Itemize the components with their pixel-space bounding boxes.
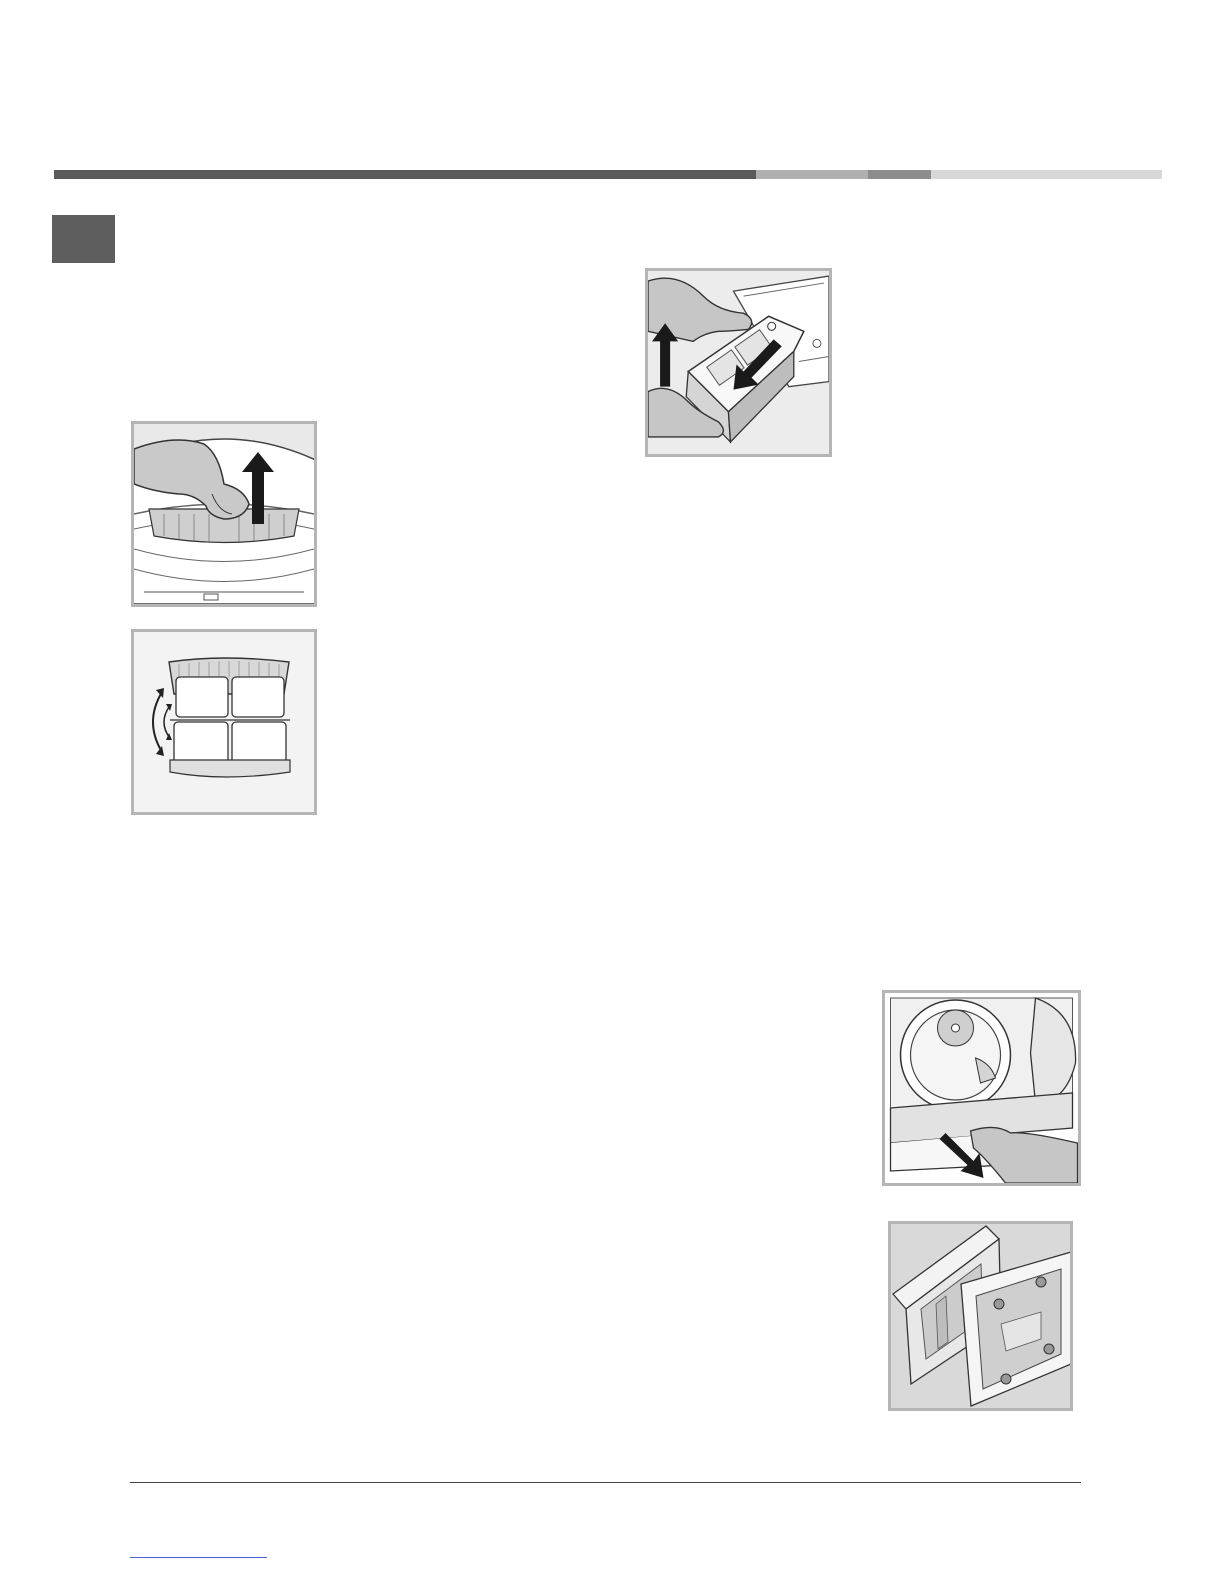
figure-remove-filter-from-drum	[131, 421, 317, 607]
footer-rule	[130, 1482, 1081, 1483]
figure-open-filter-hinges	[131, 629, 317, 815]
figure-opened-container-parts	[888, 1221, 1073, 1411]
header-bar-mid-light	[756, 170, 868, 179]
header-bar-dark	[54, 170, 756, 179]
figure-remove-container-from-top	[645, 268, 832, 457]
container-parts-icon	[891, 1224, 1070, 1408]
language-tab	[52, 215, 115, 263]
figure-pull-container-from-base	[882, 990, 1081, 1186]
filter-open-arrows-icon	[134, 632, 314, 812]
hand-lifting-filter-icon	[134, 424, 314, 604]
footer-link[interactable]	[130, 1557, 267, 1558]
header-bar-mid-dark	[868, 170, 931, 179]
hand-pulling-container-icon	[648, 271, 829, 454]
hand-pulling-drawer-icon	[885, 993, 1078, 1183]
header-bar-light	[931, 170, 1162, 179]
